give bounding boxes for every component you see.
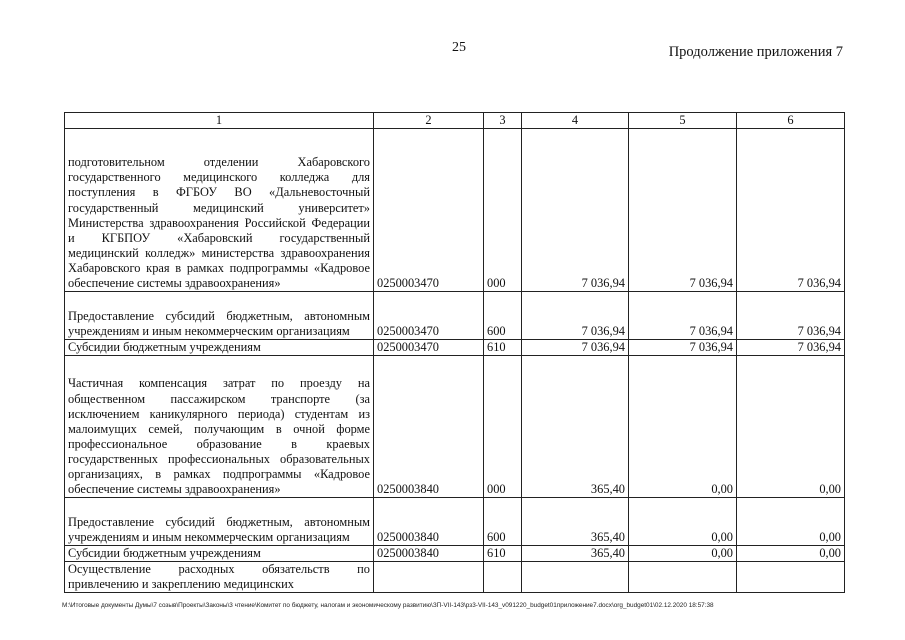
expense-type-code: 610 (484, 546, 522, 562)
table-row (65, 340, 845, 356)
amount-col6: 0,00 (737, 356, 845, 498)
target-article-code: 0250003470 (374, 129, 484, 292)
table-row (65, 562, 845, 593)
target-article-code (374, 562, 484, 593)
table-row (65, 546, 845, 562)
column-header: 4 (522, 113, 629, 129)
page-number: 25 (452, 40, 466, 55)
amount-col4: 365,40 (522, 356, 629, 498)
table-row (65, 129, 845, 292)
continuation-title: Продолжение приложения 7 (668, 44, 843, 60)
table-row (65, 356, 845, 498)
row-description: Частичная компенсация затрат по проезду на общественном пассажирском транспорте (за исключением каникулярного периода) студентам из малоимущих семей, получающим в очной форме профессиональное образование в краевых государственных профессиональных образовательных организациях, в рамках подпрограммы «Кадровое обеспечение системы здравоохранения» (65, 356, 374, 498)
expense-type-code: 000 (484, 356, 522, 498)
column-header: 5 (629, 113, 737, 129)
row-description: Осуществление расходных обязательств по привлечению и закреплению медицинских (65, 562, 374, 593)
amount-col6: 7 036,94 (737, 292, 845, 340)
row-description: подготовительном отделении Хабаровского государственного медицинского колледжа для поступления в ФГБОУ ВО «Дальневосточный государственный медицинский университет» Министерства здравоохранения Российской Федерации и КГБПОУ «Хабаровский государственный медицинский колледж» министерства здравоохранения Хабаровского края в рамках подпрограммы «Кадровое обеспечение системы здравоохранения» (65, 129, 374, 292)
table-header-row (65, 113, 845, 129)
column-header: 3 (484, 113, 522, 129)
amount-col6: 7 036,94 (737, 129, 845, 292)
footer-file-path: M:\Итоговые документы Думы\7 созыв\Проекты\Законы\3 чтение\Комитет по бюджету, налогам и экономическому развитию\ЗП-VII-143\рз3-VII-143_v091220_budget01приложение7.docx\org_budget01\02.12.2020 18:57:38 (62, 602, 714, 609)
expense-type-code: 600 (484, 292, 522, 340)
target-article-code: 0250003470 (374, 340, 484, 356)
target-article-code: 0250003840 (374, 498, 484, 546)
row-description: Предоставление субсидий бюджетным, автономным учреждениям и иным некоммерческим организациям (65, 292, 374, 340)
amount-col6 (737, 562, 845, 593)
amount-col5 (629, 562, 737, 593)
table-row (65, 498, 845, 546)
target-article-code: 0250003840 (374, 356, 484, 498)
target-article-code: 0250003470 (374, 292, 484, 340)
column-header: 2 (374, 113, 484, 129)
amount-col5: 7 036,94 (629, 340, 737, 356)
column-header: 6 (737, 113, 845, 129)
amount-col4: 7 036,94 (522, 340, 629, 356)
amount-col4: 365,40 (522, 546, 629, 562)
amount-col5: 0,00 (629, 498, 737, 546)
amount-col6: 0,00 (737, 546, 845, 562)
target-article-code: 0250003840 (374, 546, 484, 562)
amount-col6: 7 036,94 (737, 340, 845, 356)
amount-col6: 0,00 (737, 498, 845, 546)
row-description: Субсидии бюджетным учреждениям (65, 340, 374, 356)
budget-table (64, 112, 845, 593)
amount-col4 (522, 562, 629, 593)
expense-type-code: 000 (484, 129, 522, 292)
amount-col5: 0,00 (629, 356, 737, 498)
expense-type-code: 600 (484, 498, 522, 546)
column-header: 1 (65, 113, 374, 129)
expense-type-code: 610 (484, 340, 522, 356)
amount-col4: 7 036,94 (522, 129, 629, 292)
amount-col5: 0,00 (629, 546, 737, 562)
amount-col5: 7 036,94 (629, 292, 737, 340)
table-row (65, 292, 845, 340)
amount-col5: 7 036,94 (629, 129, 737, 292)
expense-type-code (484, 562, 522, 593)
amount-col4: 7 036,94 (522, 292, 629, 340)
amount-col4: 365,40 (522, 498, 629, 546)
row-description: Субсидии бюджетным учреждениям (65, 546, 374, 562)
row-description: Предоставление субсидий бюджетным, автономным учреждениям и иным некоммерческим организациям (65, 498, 374, 546)
